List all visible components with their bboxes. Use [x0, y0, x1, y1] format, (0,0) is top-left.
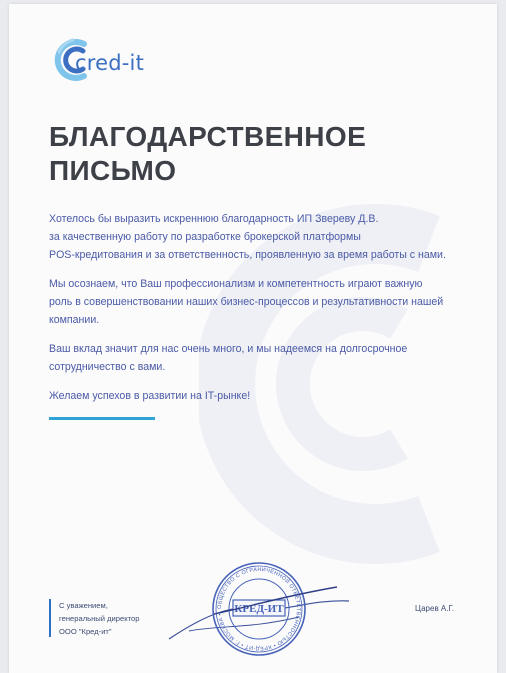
logo-text: cred-it — [75, 51, 145, 75]
paragraph-line: роль в совершенствовании наших бизнес-процессов и результативности нашей — [49, 296, 444, 308]
paragraph-wishes — [49, 387, 479, 405]
paragraph-line: POS-кредитования и за ответственность, проявленную за время работы с нами. — [49, 249, 446, 261]
paragraph-line: Хотелось бы выразить искреннюю благодарность ИП Звереву Д.В. — [49, 213, 379, 225]
paragraph-contribution — [49, 340, 479, 376]
stamp-center-text: КРЕД-ИТ — [234, 603, 284, 615]
title-line-2: ПИСЬМО — [49, 155, 177, 186]
paragraph-line: компании. — [49, 314, 100, 326]
paragraph-gratitude — [49, 210, 479, 264]
signature-company: ООО "Кред-ит" — [59, 627, 112, 636]
signer-name: Царев А.Г. — [415, 604, 455, 613]
accent-divider — [49, 417, 155, 420]
paragraph-line: Ваш вклад значит для нас очень много, и мы надеемся на долгосрочное — [49, 343, 408, 355]
stamp-ring-text: ОБЩЕСТВО С ОГРАНИЧЕННОЙ ОТВЕТСТВЕННОСТЬЮ • КРЕД-ИТ • Г. МОСКВА • — [216, 566, 302, 652]
company-stamp-icon — [159, 559, 359, 664]
page-title — [49, 120, 449, 188]
paragraph-line: за качественную работу по разработке брокерской платформы — [49, 231, 361, 243]
signature-block — [59, 599, 139, 638]
paragraph-line: сотрудничество с вами. — [49, 361, 166, 373]
letter-body — [49, 210, 479, 416]
signature-closing: С уважением, — [59, 601, 108, 610]
paragraph-professionalism — [49, 275, 479, 329]
paragraph-line: Мы осознаем, что Ваш профессионализм и компетентность играют важную — [49, 278, 423, 290]
signature-position: генеральный директор — [59, 614, 140, 623]
title-line-1: БЛАГОДАРСТВЕННОЕ — [49, 121, 367, 152]
letter-page — [9, 4, 497, 673]
signature-accent-bar — [49, 599, 51, 637]
paragraph-line: Желаем успехов в развитии на IT-рынке! — [49, 390, 251, 402]
